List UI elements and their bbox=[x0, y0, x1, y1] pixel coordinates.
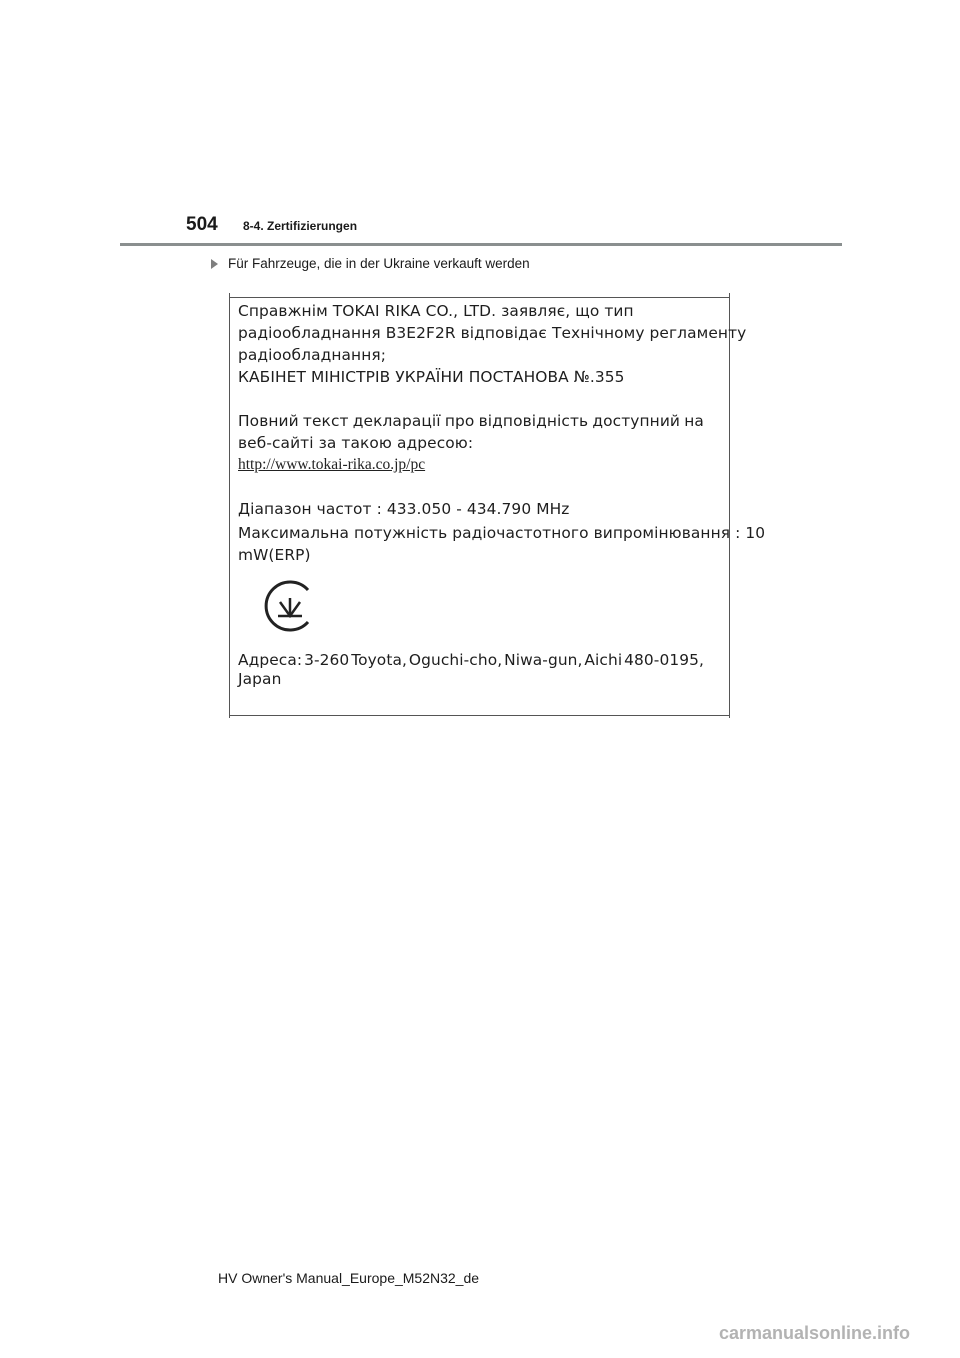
declaration-word: Повний bbox=[238, 412, 299, 430]
page-number: 504 bbox=[186, 214, 218, 235]
manual-identifier: HV Owner's Manual_Europe_M52N32_de bbox=[218, 1270, 480, 1286]
declaration-word: про bbox=[444, 412, 475, 430]
declaration-line-5 bbox=[238, 412, 704, 430]
address-word: 480-0195, bbox=[624, 651, 704, 669]
box-border-bottom bbox=[229, 715, 730, 716]
declaration-line-3: радіообладнання; bbox=[238, 346, 387, 364]
section-title: 8-4. Zertifizierungen bbox=[243, 219, 358, 233]
declaration-word: відповідність bbox=[478, 412, 589, 430]
watermark: carmanualsonline.info bbox=[719, 1323, 911, 1343]
ukraine-conformity-mark-icon bbox=[262, 578, 318, 634]
declaration-url-link[interactable]: http://www.tokai-rika.co.jp/pc bbox=[238, 456, 426, 473]
address-word: 3-260 bbox=[304, 651, 350, 669]
declaration-box bbox=[229, 293, 766, 718]
declaration-word: текст bbox=[302, 412, 349, 430]
address-word: Адреса: bbox=[238, 651, 303, 669]
address-word: Toyota, bbox=[351, 651, 407, 669]
address-word: Oguchi-cho, bbox=[408, 651, 503, 669]
declaration-address-country: Japan bbox=[238, 670, 282, 688]
declaration-line-2: радіообладнання B3E2F2R відповідає Технічному регламенту bbox=[238, 324, 747, 342]
declaration-line-6: веб-сайті за такою адресою: bbox=[238, 434, 474, 452]
triangle-right-icon bbox=[211, 259, 218, 269]
header-divider bbox=[120, 243, 842, 246]
address-word: Aichi bbox=[584, 651, 623, 669]
box-border-right bbox=[729, 293, 730, 718]
subsection-heading bbox=[211, 256, 530, 271]
declaration-power-unit: mW(ERP) bbox=[238, 546, 311, 564]
declaration-word: декларації bbox=[352, 412, 441, 430]
declaration-address bbox=[238, 651, 704, 669]
declaration-line-4: КАБІНЕТ МІНІСТРІВ УКРАЇНИ ПОСТАНОВА №.355 bbox=[238, 368, 625, 386]
declaration-frequency: Діапазон частот : 433.050 - 434.790 MHz bbox=[238, 500, 570, 518]
declaration-power: Максимальна потужність радіочастотного випромінювання : 10 bbox=[238, 524, 766, 542]
subsection-heading-text: Für Fahrzeuge, die in der Ukraine verkauft werden bbox=[228, 256, 530, 271]
declaration-word: на bbox=[684, 412, 704, 430]
declaration-line-1: Справжнім TOKAI RIKA CO., LTD. заявляє, що тип bbox=[238, 302, 634, 320]
box-border-top bbox=[229, 297, 730, 298]
declaration-word: доступний bbox=[592, 412, 681, 430]
box-border-left bbox=[229, 293, 230, 718]
address-word: Niwa-gun, bbox=[504, 651, 583, 669]
